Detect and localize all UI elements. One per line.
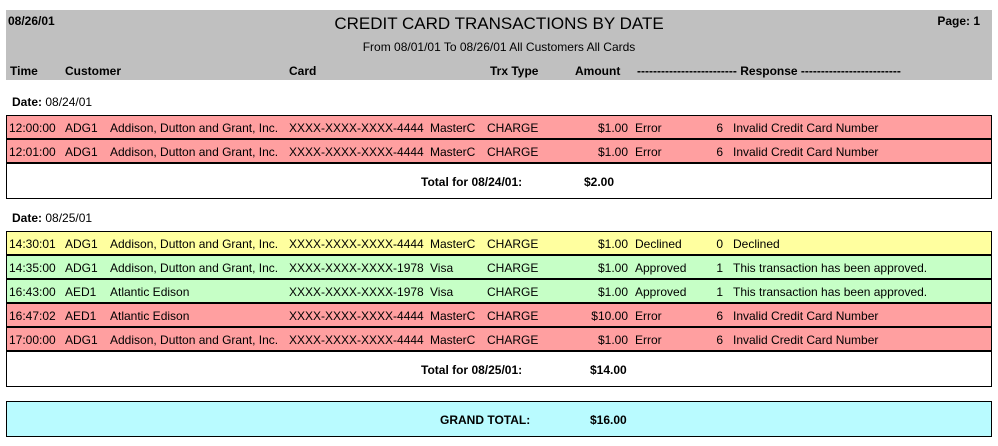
cell-card-type: MasterC <box>430 145 476 159</box>
cell-card: XXXX-XXXX-XXXX-1978 <box>289 285 424 299</box>
table-row <box>6 279 992 303</box>
column-header-card: Card <box>289 64 317 78</box>
grand-total-value: $16.00 <box>590 413 627 427</box>
cell-trx-type: CHARGE <box>487 237 539 251</box>
cell-card: XXXX-XXXX-XXXX-4444 <box>289 309 424 323</box>
column-header-time: Time <box>10 64 38 78</box>
cell-customer-name: Atlantic Edison <box>110 309 190 323</box>
cell-card-type: Visa <box>430 285 454 299</box>
group-date-label <box>12 95 92 109</box>
cell-customer-id: ADG1 <box>65 145 98 159</box>
cell-amount: $1.00 <box>597 285 628 299</box>
group-total-label: Total for 08/25/01: <box>421 363 523 377</box>
cell-card: XXXX-XXXX-XXXX-4444 <box>289 121 424 135</box>
report-date: 08/26/01 <box>8 14 55 28</box>
cell-trx-type: CHARGE <box>487 261 539 275</box>
cell-result: Approved <box>635 261 687 275</box>
cell-result: Declined <box>635 237 682 251</box>
cell-time: 14:30:01 <box>9 237 56 251</box>
cell-customer-id: ADG1 <box>65 121 98 135</box>
cell-customer-id: ADG1 <box>65 237 98 251</box>
cell-customer-id: AED1 <box>65 309 97 323</box>
cell-response-code: 0 <box>716 237 723 251</box>
cell-customer-name: Addison, Dutton and Grant, Inc. <box>110 261 279 275</box>
cell-response-code: 6 <box>716 309 723 323</box>
cell-customer-id: AED1 <box>65 285 97 299</box>
cell-customer-name: Addison, Dutton and Grant, Inc. <box>110 237 279 251</box>
cell-customer-name: Atlantic Edison <box>110 285 190 299</box>
group-total-value: $14.00 <box>590 363 627 377</box>
cell-response-message: Declined <box>733 237 780 251</box>
cell-result: Error <box>635 333 662 347</box>
cell-time: 17:00:00 <box>9 333 56 347</box>
cell-card: XXXX-XXXX-XXXX-4444 <box>289 333 424 347</box>
cell-card-type: MasterC <box>430 237 476 251</box>
cell-card: XXXX-XXXX-XXXX-4444 <box>289 237 424 251</box>
cell-amount: $1.00 <box>597 237 628 251</box>
cell-amount: $1.00 <box>597 333 628 347</box>
cell-customer-id: ADG1 <box>65 261 98 275</box>
cell-customer-name: Addison, Dutton and Grant, Inc. <box>110 333 279 347</box>
page-number: Page: 1 <box>937 14 980 28</box>
table-row <box>6 327 992 351</box>
table-row <box>6 139 992 163</box>
grand-total-label: GRAND TOTAL: <box>440 413 531 427</box>
cell-amount: $1.00 <box>597 145 628 159</box>
cell-trx-type: CHARGE <box>487 285 539 299</box>
cell-time: 16:43:00 <box>9 285 56 299</box>
cell-response-message: Invalid Credit Card Number <box>733 309 879 323</box>
group-date-label <box>12 211 92 225</box>
cell-response-message: This transaction has been approved. <box>733 261 928 275</box>
cell-card-type: MasterC <box>430 121 476 135</box>
cell-card-type: MasterC <box>430 333 476 347</box>
cell-time: 16:47:02 <box>9 309 56 323</box>
cell-card: XXXX-XXXX-XXXX-4444 <box>289 145 424 159</box>
cell-response-message: Invalid Credit Card Number <box>733 121 879 135</box>
report-title: CREDIT CARD TRANSACTIONS BY DATE <box>334 14 664 33</box>
cell-result: Error <box>635 145 662 159</box>
column-header-response: ------------------------- Response ------------------------- <box>637 64 901 78</box>
table-row <box>6 303 992 327</box>
cell-customer-id: ADG1 <box>65 333 98 347</box>
date-prefix: Date: <box>12 95 43 109</box>
cell-time: 12:01:00 <box>9 145 56 159</box>
cell-result: Error <box>635 121 662 135</box>
cell-response-code: 1 <box>716 261 723 275</box>
table-row <box>6 115 992 139</box>
group-total <box>6 163 992 199</box>
cell-card-type: MasterC <box>430 309 476 323</box>
cell-result: Approved <box>635 285 687 299</box>
cell-trx-type: CHARGE <box>487 333 539 347</box>
cell-response-code: 6 <box>716 145 723 159</box>
cell-response-message: Invalid Credit Card Number <box>733 333 879 347</box>
column-header-amount: Amount <box>575 64 621 78</box>
column-header-trx-type: Trx Type <box>490 64 539 78</box>
cell-response-code: 6 <box>716 333 723 347</box>
cell-trx-type: CHARGE <box>487 121 539 135</box>
cell-response-code: 1 <box>716 285 723 299</box>
cell-response-message: Invalid Credit Card Number <box>733 145 879 159</box>
date-prefix: Date: <box>12 211 43 225</box>
cell-amount: $1.00 <box>597 261 628 275</box>
column-header-customer: Customer <box>65 64 122 78</box>
cell-amount: $10.00 <box>591 309 628 323</box>
report-header <box>6 10 992 80</box>
cell-customer-name: Addison, Dutton and Grant, Inc. <box>110 121 279 135</box>
cell-response-message: This transaction has been approved. <box>733 285 928 299</box>
group-total-label: Total for 08/24/01: <box>421 175 523 189</box>
cell-response-code: 6 <box>716 121 723 135</box>
group-date: 08/24/01 <box>45 95 93 109</box>
cell-trx-type: CHARGE <box>487 309 539 323</box>
group-total <box>6 351 992 387</box>
cell-customer-name: Addison, Dutton and Grant, Inc. <box>110 145 279 159</box>
group-date: 08/25/01 <box>45 211 93 225</box>
report-subtitle: From 08/01/01 To 08/26/01 All Customers All Cards <box>362 40 636 54</box>
table-row <box>6 255 992 279</box>
cell-trx-type: CHARGE <box>487 145 539 159</box>
cell-card-type: Visa <box>430 261 454 275</box>
cell-time: 12:00:00 <box>9 121 56 135</box>
cell-time: 14:35:00 <box>9 261 56 275</box>
table-row <box>6 231 992 255</box>
group-total-value: $2.00 <box>584 175 615 189</box>
cell-card: XXXX-XXXX-XXXX-1978 <box>289 261 424 275</box>
grand-total <box>6 401 992 437</box>
cell-result: Error <box>635 309 662 323</box>
cell-amount: $1.00 <box>597 121 628 135</box>
